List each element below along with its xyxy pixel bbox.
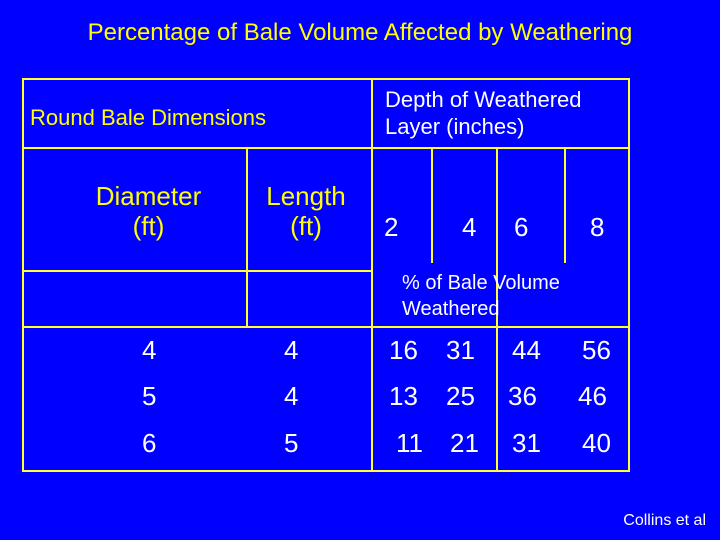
cell-value: 16	[389, 335, 418, 365]
grid-line	[22, 270, 371, 272]
depth-header-6: 6	[514, 212, 529, 242]
cell-length: 4	[284, 381, 299, 411]
cell-value: 56	[582, 335, 611, 365]
column-header-diameter	[76, 181, 221, 241]
column-header-diameter-line1: Diameter	[95, 181, 202, 211]
column-header-length-line2: (ft)	[290, 211, 322, 241]
cell-value: 13	[389, 381, 418, 411]
cell-length: 4	[284, 335, 299, 365]
source-credit: Collins et al	[623, 512, 706, 529]
subheader-line2: Weathered	[402, 298, 500, 320]
grid-line	[246, 148, 248, 327]
group-header-depth	[385, 86, 582, 140]
column-header-length-line1: Length	[266, 181, 346, 211]
page-title: Percentage of Bale Volume Affected by Weathering	[87, 19, 633, 46]
cell-value: 46	[578, 381, 607, 411]
group-header-depth-line2: Layer (inches)	[385, 114, 525, 139]
grid-line	[22, 326, 630, 328]
cell-value: 11	[396, 428, 423, 458]
grid-line	[628, 79, 630, 471]
cell-diameter: 4	[142, 335, 157, 365]
cell-value: 36	[508, 381, 537, 411]
group-header-dimensions: Round Bale Dimensions	[30, 105, 267, 130]
depth-header-8: 8	[590, 212, 605, 242]
cell-value: 40	[582, 428, 611, 458]
cell-value: 31	[512, 428, 541, 458]
cell-diameter: 5	[142, 381, 157, 411]
cell-length: 5	[284, 428, 299, 458]
grid-line	[22, 79, 24, 471]
cell-value: 44	[512, 335, 541, 365]
cell-value: 21	[450, 428, 479, 458]
depth-header-2: 2	[384, 212, 399, 242]
grid-line	[22, 147, 630, 149]
cell-diameter: 6	[142, 428, 157, 458]
grid-line	[564, 148, 566, 263]
grid-line	[371, 79, 373, 471]
grid-line	[431, 148, 433, 263]
column-header-diameter-line2: (ft)	[132, 211, 165, 241]
group-header-depth-line1: Depth of Weathered	[385, 87, 582, 112]
subheader-percent-weathered	[402, 270, 560, 322]
grid-line	[22, 78, 630, 80]
cell-value: 31	[446, 335, 475, 365]
column-header-length	[250, 181, 362, 241]
subheader-line1: % of Bale Volume	[402, 272, 560, 294]
depth-header-4: 4	[462, 212, 477, 242]
grid-line	[22, 470, 630, 472]
cell-value: 25	[446, 381, 475, 411]
